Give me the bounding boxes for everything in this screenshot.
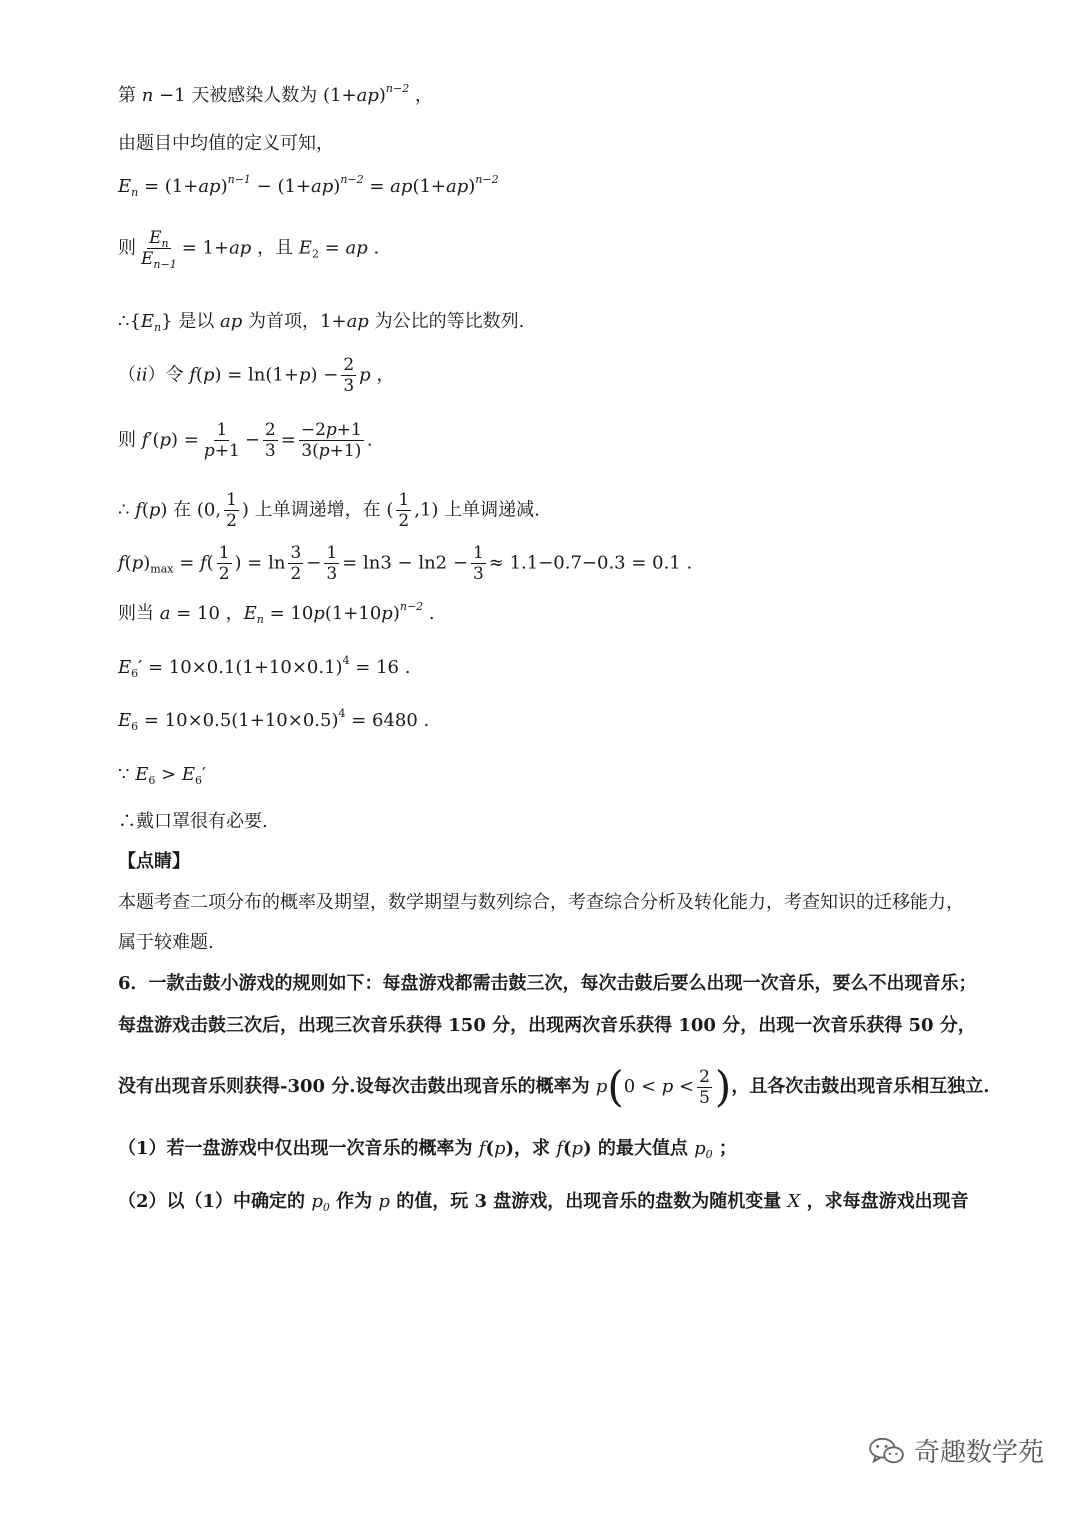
solution-line-11: $E_6' = 10\times 0.1(1+10\times 0.1)^4 = 16$ . bbox=[118, 654, 411, 680]
solution-line-3: $E_n = (1+ap)^{n-1} - (1+ap)^{n-2} = ap(1+ap)^{n-2}$ bbox=[118, 173, 499, 199]
text-segment: 第 bbox=[118, 85, 142, 106]
solution-line-9: $f(p)_{max} = f$( $\frac{1}{2}$ ) = ln $\frac{3}{2}$ − $\frac{1}{3}$ = ln3 − ln2 − $\frac{1}{3}$ ≈ 1.1−0.7−0.3 = 0.1 . bbox=[118, 543, 693, 584]
solution-line-14: ∴戴口罩很有必要. bbox=[118, 811, 268, 832]
solution-line-7: 则 f′(p) = $\frac{1}{p+1}$ − $\frac{2}{3}$ = $\frac{-2p+1}{3(p+1)}$ . bbox=[118, 420, 373, 461]
problem-6-line-2: 每盘游戏击鼓三次后，出现三次音乐获得 150 分，出现两次音乐获得 100 分，出现一次音乐获得 50 分， bbox=[118, 1015, 976, 1036]
solution-line-6: （ii）令 f(p) = ln(1+p) − $\frac{2}{3}$ p ， bbox=[118, 355, 395, 396]
watermark-text: 奇趣数学苑 bbox=[914, 1438, 1045, 1468]
problem-6-line-1: 6．一款击鼓小游戏的规则如下：每盘游戏都需击鼓三次，每次击鼓后要么出现一次音乐，要么不出现音乐； bbox=[118, 973, 977, 994]
problem-6-line-3: 没有出现音乐则获得-300 分.设每次击鼓出现音乐的概率为 p(0 < p < $\frac{2}{5}$ )，且各次击鼓出现音乐相互独立. bbox=[118, 1062, 990, 1111]
comment-text-line-2: 属于较难题. bbox=[118, 932, 214, 953]
problem-6-part-1: （1）若一盘游戏中仅出现一次音乐的概率为 f(p)，求 f(p) 的最大值点 $p_0$ ； bbox=[118, 1138, 737, 1161]
solution-line-1: 第 n −1 天被感染人数为 $(1+ap)^{n-2}$ ， bbox=[118, 82, 433, 106]
problem-6-part-2: （2）以（1）中确定的 $p_0$ 作为 p 的值，玩 3 盘游戏，出现音乐的盘数为随机变量 X ，求每盘游戏出现音 bbox=[118, 1191, 969, 1214]
solution-line-2: 由题目中均值的定义可知， bbox=[118, 133, 334, 154]
watermark bbox=[868, 1432, 1044, 1469]
solution-line-8: ∴ f(p) 在 (0, $\frac{1}{2}$ ) 上单调递增，在 ( $\frac{1}{2}$ ,1) 上单调递减. bbox=[118, 490, 540, 531]
solution-line-5: $\therefore\{E_n\}$ 是以 ap 为首项，1+ap 为公比的等比数列. bbox=[118, 311, 525, 334]
solution-line-4: 则 $\frac{E_n}{E_{n-1}}$ = 1+ap ，且 $E_2$ = ap . bbox=[118, 228, 380, 271]
solution-line-12: $E_6 = 10\times 0.5(1+10\times 0.5)^4 = 6480$ . bbox=[118, 707, 430, 733]
comment-heading: 【点睛】 bbox=[118, 851, 190, 872]
solution-line-10: 则当 a = 10 ，$E_n = 10p(1+10p)^{n-2}$ . bbox=[118, 600, 435, 626]
solution-line-13: ∵ $E_6 > E_6'$ bbox=[118, 764, 207, 787]
comment-text-line-1: 本题考查二项分布的概率及期望，数学期望与数列综合，考查综合分析及转化能力，考查知识的迁移能力， bbox=[118, 892, 964, 913]
wechat-icon bbox=[868, 1436, 906, 1466]
